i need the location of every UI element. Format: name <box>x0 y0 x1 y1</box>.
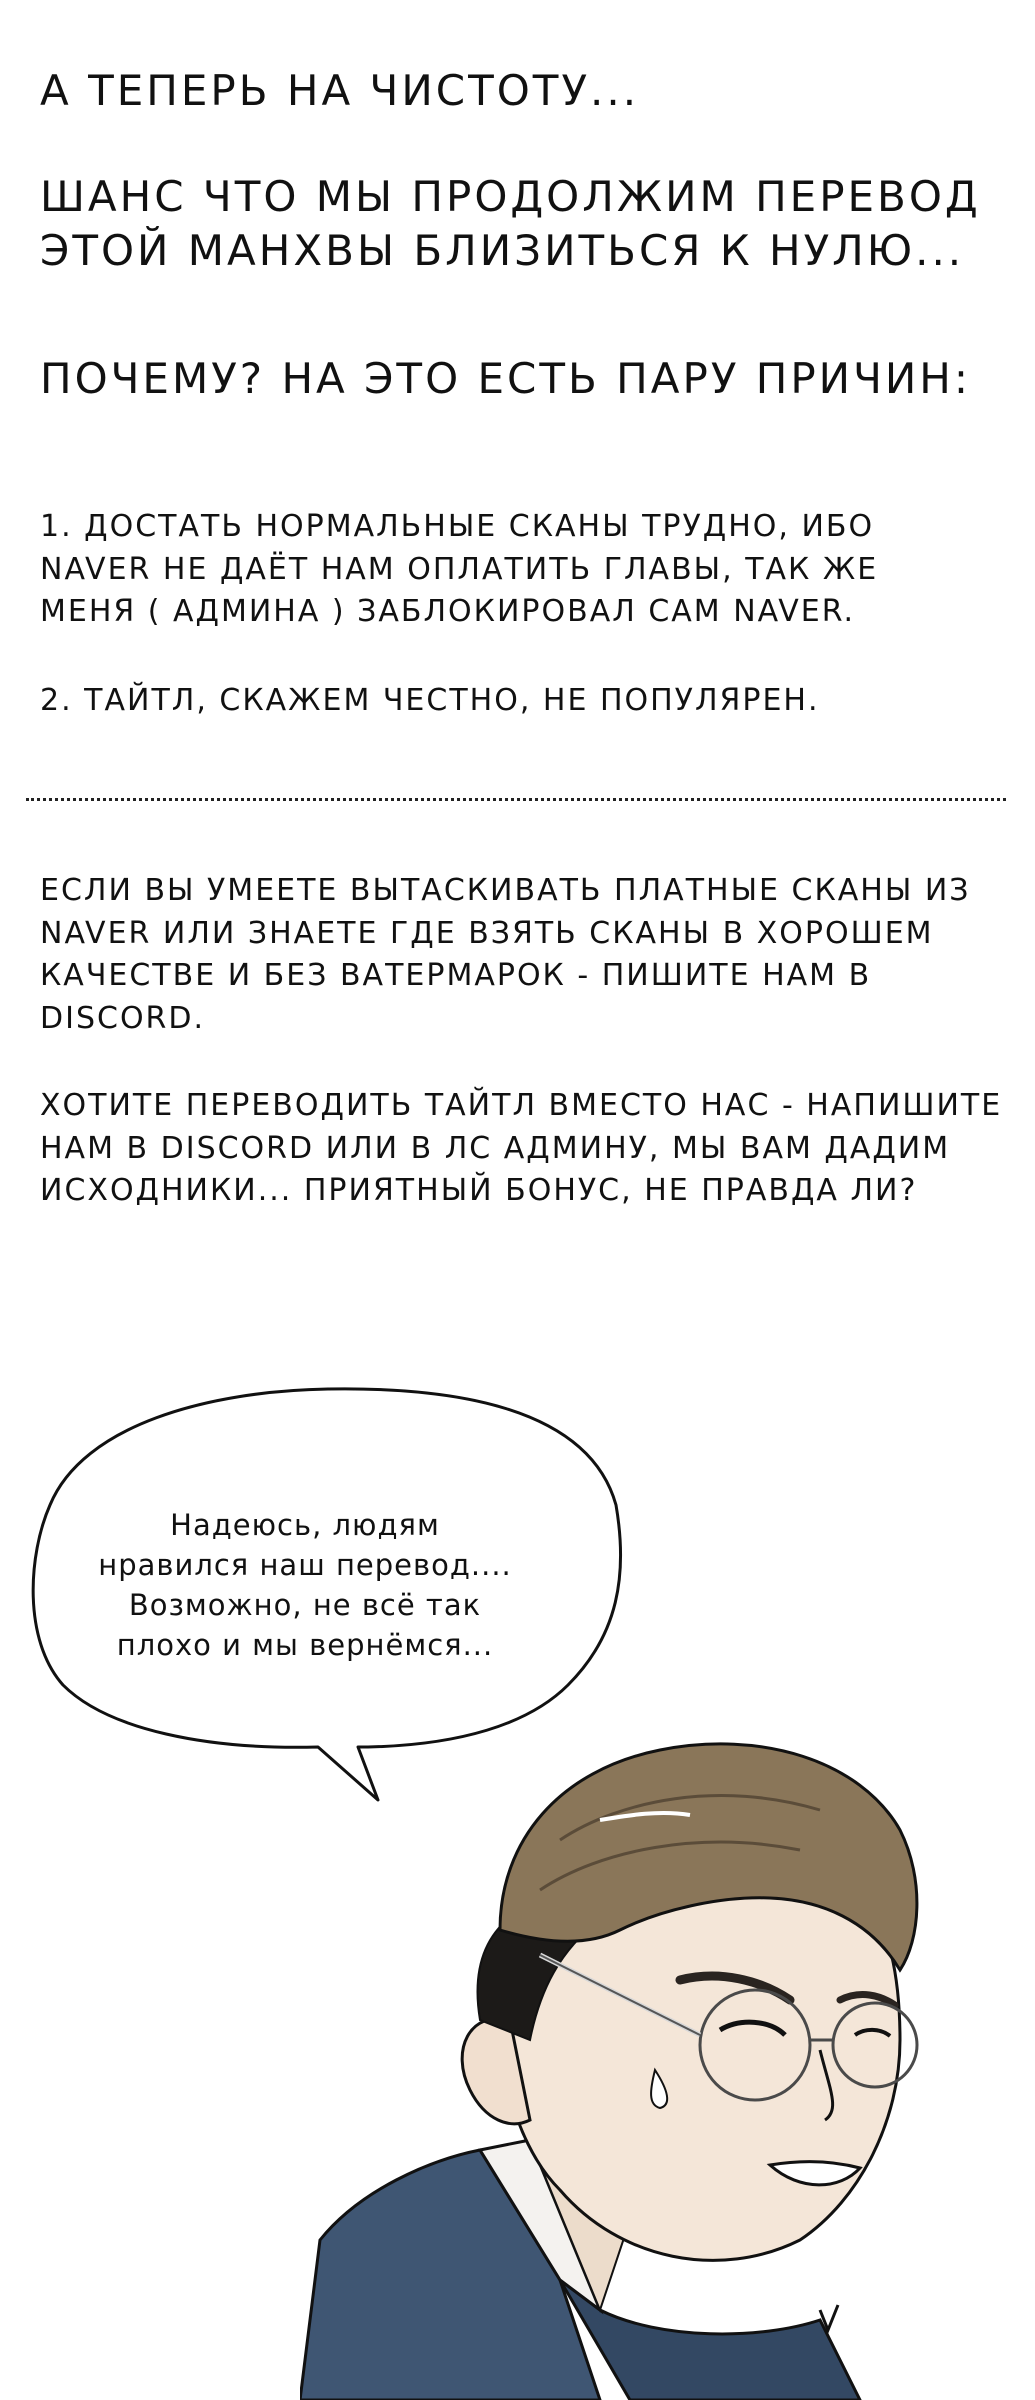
reason-1-line-3: МЕНЯ ( АДМИНА ) ЗАБЛОКИРОВАЛ САМ NAVER. <box>40 594 856 630</box>
bubble-text <box>60 1505 550 1665</box>
appeal-line-4: DISCORD. <box>40 1000 206 1036</box>
appeal-line-1: ЕСЛИ ВЫ УМЕЕТЕ ВЫТАСКИВАТЬ ПЛАТНЫЕ СКАНЫ ИЗ <box>40 873 971 908</box>
chance-line-1: ШАНС ЧТО МЫ ПРОДОЛЖИМ ПЕРЕВОД <box>40 172 981 221</box>
intro-line: А ТЕПЕРЬ НА ЧИСТОТУ... <box>40 66 640 115</box>
dotted-divider <box>26 798 1006 801</box>
why-line: ПОЧЕМУ? НА ЭТО ЕСТЬ ПАРУ ПРИЧИН: <box>40 354 972 403</box>
appeal-line-2: NAVER ИЛИ ЗНАЕТЕ ГДЕ ВЗЯТЬ СКАНЫ В ХОРОШЕМ <box>40 915 934 951</box>
offer-line-1: ХОТИТЕ ПЕРЕВОДИТЬ ТАЙТЛ ВМЕСТО НАС - НАПИШИТЕ <box>40 1088 1003 1123</box>
offer-paragraph <box>40 1085 1002 1213</box>
why-heading <box>40 352 971 406</box>
offer-line-3: ИСХОДНИКИ... ПРИЯТНЫЙ БОНУС, НЕ ПРАВДА ЛИ? <box>40 1173 918 1209</box>
appeal-paragraph <box>40 870 971 1040</box>
reason-2-paragraph <box>40 680 820 723</box>
bubble-line-1: Надеюсь, людям <box>170 1508 440 1542</box>
appeal-line-3: КАЧЕСТВЕ И БЕЗ ВАТЕРМАРОК - ПИШИТЕ НАМ В <box>40 958 872 994</box>
reason-2-line: 2. ТАЙТЛ, СКАЖЕМ ЧЕСТНО, НЕ ПОПУЛЯРЕН. <box>40 683 820 718</box>
offer-line-2: НАМ В DISCORD ИЛИ В ЛС АДМИНУ, МЫ ВАМ ДАДИМ <box>40 1130 951 1166</box>
chance-line-2: ЭТОЙ МАНХВЫ БЛИЗИТЬСЯ К НУЛЮ... <box>40 225 965 275</box>
bubble-line-4: плохо и мы вернёмся... <box>116 1628 494 1662</box>
reason-1-line-2: NAVER НЕ ДАЁТ НАМ ОПЛАТИТЬ ГЛАВЫ, ТАК ЖЕ <box>40 551 879 587</box>
reason-1-paragraph <box>40 506 878 634</box>
man-with-glasses-illustration <box>300 1720 1035 2400</box>
chance-paragraph <box>40 170 981 278</box>
reason-1-line-1: 1. ДОСТАТЬ НОРМАЛЬНЫЕ СКАНЫ ТРУДНО, ИБО <box>40 509 875 544</box>
bubble-line-2: нравился наш перевод.... <box>98 1548 512 1582</box>
bubble-line-3: Возможно, не всё так <box>128 1588 482 1622</box>
intro-heading <box>40 64 639 118</box>
